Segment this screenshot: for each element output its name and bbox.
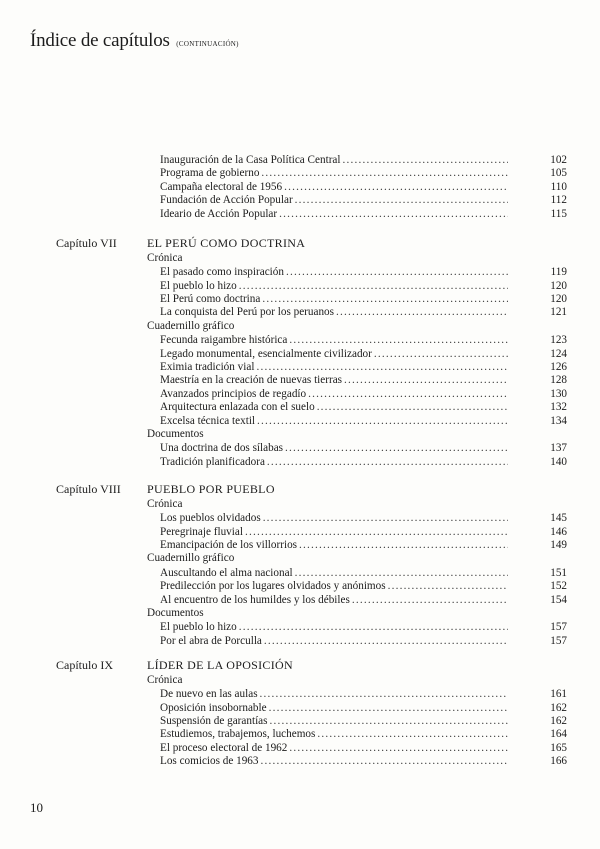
toc-entry-title: De nuevo en las aulas	[160, 688, 258, 701]
toc-entry-title: Arquitectura enlazada con el suelo	[160, 401, 315, 414]
toc-entry-page: 164	[550, 728, 567, 741]
dot-leader	[344, 373, 508, 387]
dot-leader	[336, 305, 508, 319]
toc-entry-title: Emancipación de los villorrios	[160, 538, 298, 551]
toc-entry-page: 119	[550, 266, 567, 279]
toc-entry-page: 157	[550, 621, 567, 634]
toc-entry	[160, 441, 508, 455]
toc-entry-page: 121	[550, 306, 567, 319]
dot-leader	[256, 360, 508, 374]
dot-leader	[264, 634, 508, 648]
toc-entry-title: Una doctrina de dos sílabas	[160, 442, 284, 455]
toc-entry-title: Peregrinaje fluvial	[160, 525, 243, 538]
chapter-label: Capítulo VII	[56, 236, 117, 250]
toc-entry	[160, 741, 508, 755]
toc-entry-page: 102	[550, 154, 567, 166]
dot-leader	[279, 207, 508, 221]
toc-entry	[160, 292, 508, 306]
toc-entry-page: 132	[550, 401, 567, 414]
section-heading: Cuadernillo gráfico	[147, 319, 235, 332]
header-subtitle: (CONTINUACIÓN)	[176, 40, 239, 48]
toc-entry-title: Avanzados principios de regadío	[160, 387, 307, 400]
toc-entry-title: Ideario de Acción Popular	[160, 207, 278, 220]
toc-entry-page: 112	[550, 194, 567, 207]
toc-entry-title: El pueblo lo hizo	[160, 621, 237, 634]
dot-leader	[260, 687, 508, 701]
dot-leader	[286, 265, 508, 279]
dot-leader	[289, 333, 508, 347]
toc-entry-title: Inauguración de la Casa Política Central	[160, 154, 341, 166]
toc-entry	[160, 593, 508, 607]
toc-entry-title: La conquista del Perú por los peruanos	[160, 306, 334, 319]
toc-entry-page: 162	[550, 714, 567, 727]
toc-entry	[160, 525, 508, 539]
dot-leader	[257, 414, 508, 428]
toc-entry-title: Programa de gobierno	[160, 167, 260, 180]
toc-entry-page: 162	[550, 701, 567, 714]
toc-entry	[160, 714, 508, 728]
toc-entry	[160, 620, 508, 634]
dot-leader	[343, 153, 509, 167]
toc-entry-title: Fecunda raigambre histórica	[160, 334, 288, 347]
dot-leader	[239, 279, 508, 293]
toc-entry-title: Maestría en la creación de nuevas tierras	[160, 374, 343, 387]
toc-entry-page: 130	[550, 387, 567, 400]
toc-entry-page: 105	[550, 167, 567, 180]
toc-entry	[160, 387, 508, 401]
dot-leader	[388, 579, 508, 593]
dot-leader	[317, 727, 508, 741]
toc-entry	[160, 180, 508, 194]
dot-leader	[262, 292, 508, 306]
toc-entry-page: 126	[550, 360, 567, 373]
toc-entry-title: Legado monumental, esencialmente civilizador	[160, 347, 372, 360]
page-number: 10	[30, 800, 43, 815]
toc-entry-title: El proceso electoral de 1962	[160, 741, 288, 754]
section-heading: Crónica	[147, 673, 183, 686]
toc-entry-page: 115	[550, 207, 567, 220]
toc-entry	[160, 347, 508, 361]
chapter-title: EL PERÚ COMO DOCTRINA	[147, 236, 306, 250]
dot-leader	[261, 166, 508, 180]
dot-leader	[289, 741, 508, 755]
toc-entry-title: El Perú como doctrina	[160, 292, 261, 305]
toc-entry-title: Fundación de Acción Popular	[160, 194, 293, 207]
section-heading: Crónica	[147, 251, 183, 264]
toc-entry	[160, 634, 508, 648]
dot-leader	[352, 593, 508, 607]
toc-entry	[160, 153, 508, 167]
toc-entry	[160, 333, 508, 347]
section-heading: Documentos	[147, 427, 204, 440]
dot-leader	[267, 455, 508, 469]
toc-entry-title: Oposición insobornable	[160, 701, 267, 714]
toc-entry-title: Campaña electoral de 1956	[160, 180, 283, 193]
dot-leader	[245, 525, 508, 539]
chapter-label: Capítulo IX	[56, 658, 113, 672]
toc-entry	[160, 305, 508, 319]
toc-entry	[160, 538, 508, 552]
toc-entry-page: 161	[550, 688, 567, 701]
toc-entry-title: Excelsa técnica textil	[160, 414, 256, 427]
toc-entry	[160, 279, 508, 293]
toc-entry	[160, 566, 508, 580]
toc-entry	[160, 511, 508, 525]
toc-entry-page: 146	[550, 525, 567, 538]
dot-leader	[295, 193, 508, 207]
toc-entry-title: Tradición planificadora	[160, 455, 265, 468]
toc-entry-title: Al encuentro de los humildes y los débiles	[160, 593, 350, 606]
dot-leader	[269, 701, 508, 715]
toc-entry	[160, 207, 508, 221]
toc-entry	[160, 727, 508, 741]
toc-entry-title: Por el abra de Porculla	[160, 634, 262, 647]
toc-entry-page: 145	[550, 512, 567, 525]
dot-leader	[239, 620, 508, 634]
toc-entry-title: Eximia tradición vial	[160, 360, 255, 373]
toc-entry	[160, 166, 508, 180]
dot-leader	[374, 347, 508, 361]
toc-entry	[160, 265, 508, 279]
toc-entry-title: Suspensión de garantías	[160, 714, 268, 727]
toc-entry-page: 124	[550, 347, 567, 360]
chapter-title: PUEBLO POR PUEBLO	[147, 482, 275, 496]
toc-entry	[160, 754, 508, 768]
toc-entry-page: 120	[550, 292, 567, 305]
toc-entry	[160, 414, 508, 428]
chapter-label: Capítulo VIII	[56, 482, 121, 496]
toc-entry	[160, 455, 508, 469]
dot-leader	[263, 511, 508, 525]
toc-entry	[160, 701, 508, 715]
toc-entry-title: Los comicios de 1963	[160, 755, 259, 768]
toc-entry-page: 134	[550, 414, 567, 427]
toc-entry-title: Predilección por los lugares olvidados y anónimos	[160, 580, 386, 593]
toc-entry-page: 165	[550, 741, 567, 754]
toc-entry	[160, 400, 508, 414]
toc-entry-page: 157	[550, 634, 567, 647]
dot-leader	[295, 566, 508, 580]
toc-entry	[160, 373, 508, 387]
toc-entry-title: Auscultando el alma nacional	[160, 566, 293, 579]
toc-entry-page: 151	[550, 566, 567, 579]
chapter-title: LÍDER DE LA OPOSICIÓN	[147, 658, 293, 672]
toc-entry-page: 110	[550, 180, 567, 193]
dot-leader	[299, 538, 508, 552]
toc-entry-page: 120	[550, 279, 567, 292]
dot-leader	[308, 387, 508, 401]
section-heading: Cuadernillo gráfico	[147, 552, 235, 565]
dot-leader	[270, 714, 508, 728]
section-heading: Crónica	[147, 497, 183, 510]
toc-entry	[160, 193, 508, 207]
dot-leader	[284, 180, 508, 194]
toc-entry-page: 123	[550, 334, 567, 347]
dot-leader	[285, 441, 508, 455]
toc-entry	[160, 360, 508, 374]
toc-entry-title: El pasado como inspiración	[160, 266, 284, 279]
header-title: Índice de capítulos	[30, 30, 170, 51]
toc-entry-page: 128	[550, 374, 567, 387]
toc-entry	[160, 687, 508, 701]
toc-entry-title: El pueblo lo hizo	[160, 279, 237, 292]
toc-entry-title: Estudiemos, trabajemos, luchemos	[160, 728, 316, 741]
toc-entry-page: 149	[550, 538, 567, 551]
toc-entry	[160, 579, 508, 593]
dot-leader	[317, 400, 508, 414]
toc-entry-page: 154	[550, 593, 567, 606]
toc-entry-page: 152	[550, 580, 567, 593]
toc-entry-page: 140	[550, 455, 567, 468]
dot-leader	[261, 754, 509, 768]
toc-entry-page: 137	[550, 442, 567, 455]
toc-entry-title: Los pueblos olvidados	[160, 512, 261, 525]
section-heading: Documentos	[147, 606, 204, 619]
toc-entry-page: 166	[550, 755, 567, 768]
